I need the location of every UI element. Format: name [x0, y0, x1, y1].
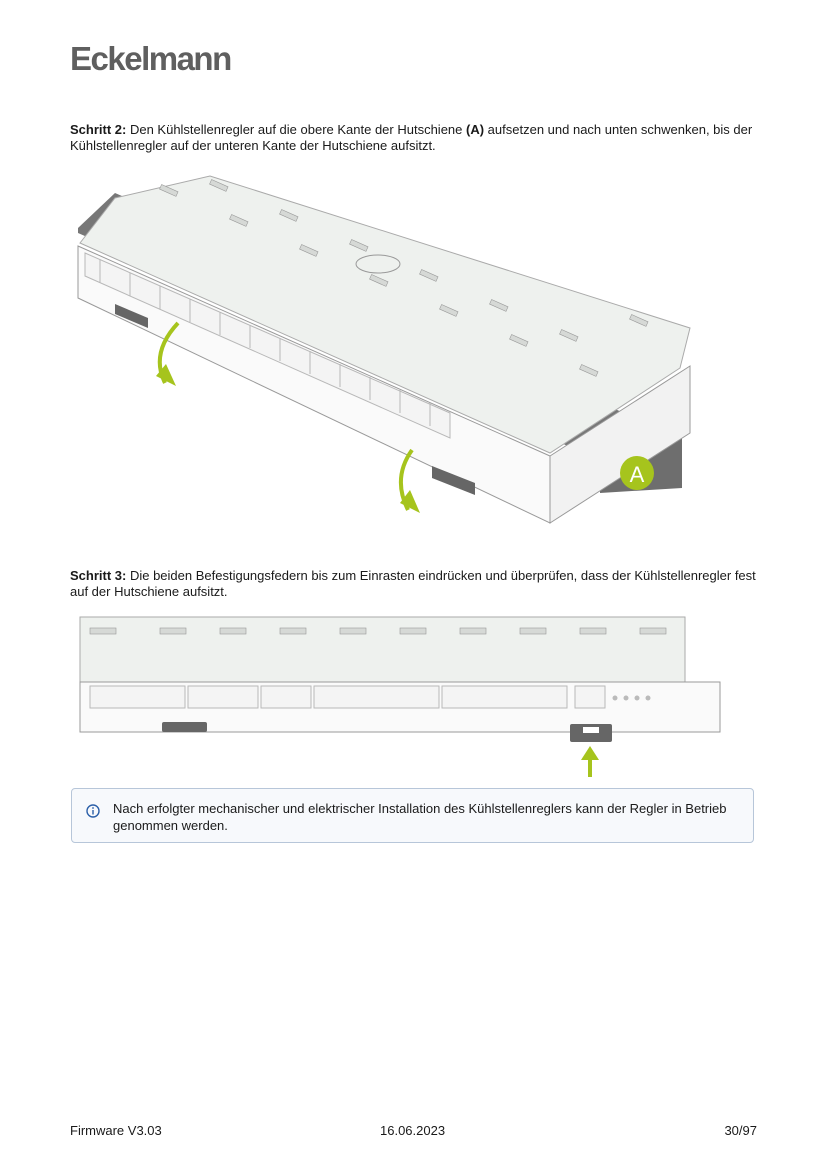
step-3-text: Die beiden Befestigungsfedern bis zum Einrasten eindrücken und überprüfen, dass der Kühlstellenregler fest auf der Hutschiene aufsitzt.: [70, 568, 756, 599]
footer-firmware: Firmware V3.03: [70, 1123, 162, 1138]
info-note-text: Nach erfolgter mechanischer und elektrischer Installation des Kühlstellenreglers kann der Regler in Betrieb genommen werden.: [113, 801, 727, 833]
figure-mounting-step-3: [70, 612, 760, 780]
info-icon: [86, 804, 100, 818]
footer-page-number: 30/97: [724, 1123, 757, 1138]
step-3-label: Schritt 3:: [70, 568, 127, 583]
footer-date: 16.06.2023: [380, 1123, 446, 1138]
push-arrow-head: [581, 746, 599, 760]
mounting-clip-left: [162, 722, 207, 732]
company-logo: Eckelmann: [70, 40, 231, 77]
step-2-instruction: [70, 122, 760, 154]
step-2-text-a: Den Kühlstellenregler auf die obere Kante der Hutschiene: [126, 122, 467, 137]
terminal-blocks: [90, 686, 605, 708]
step-2-label: Schritt 2:: [70, 122, 127, 137]
rail-reference: (A): [466, 122, 485, 137]
info-note: [71, 788, 754, 843]
controller-top-cover: [80, 617, 685, 682]
step-2-text-b: aufsetzen und nach unten schwenken, bis der Kühlstellenregler auf der unteren Kante der Hutschiene aufsitzt.: [70, 122, 753, 153]
callout-a-label: A: [629, 462, 645, 487]
figure-mounting-step-2: [70, 168, 760, 548]
step-3-instruction: [70, 568, 760, 600]
